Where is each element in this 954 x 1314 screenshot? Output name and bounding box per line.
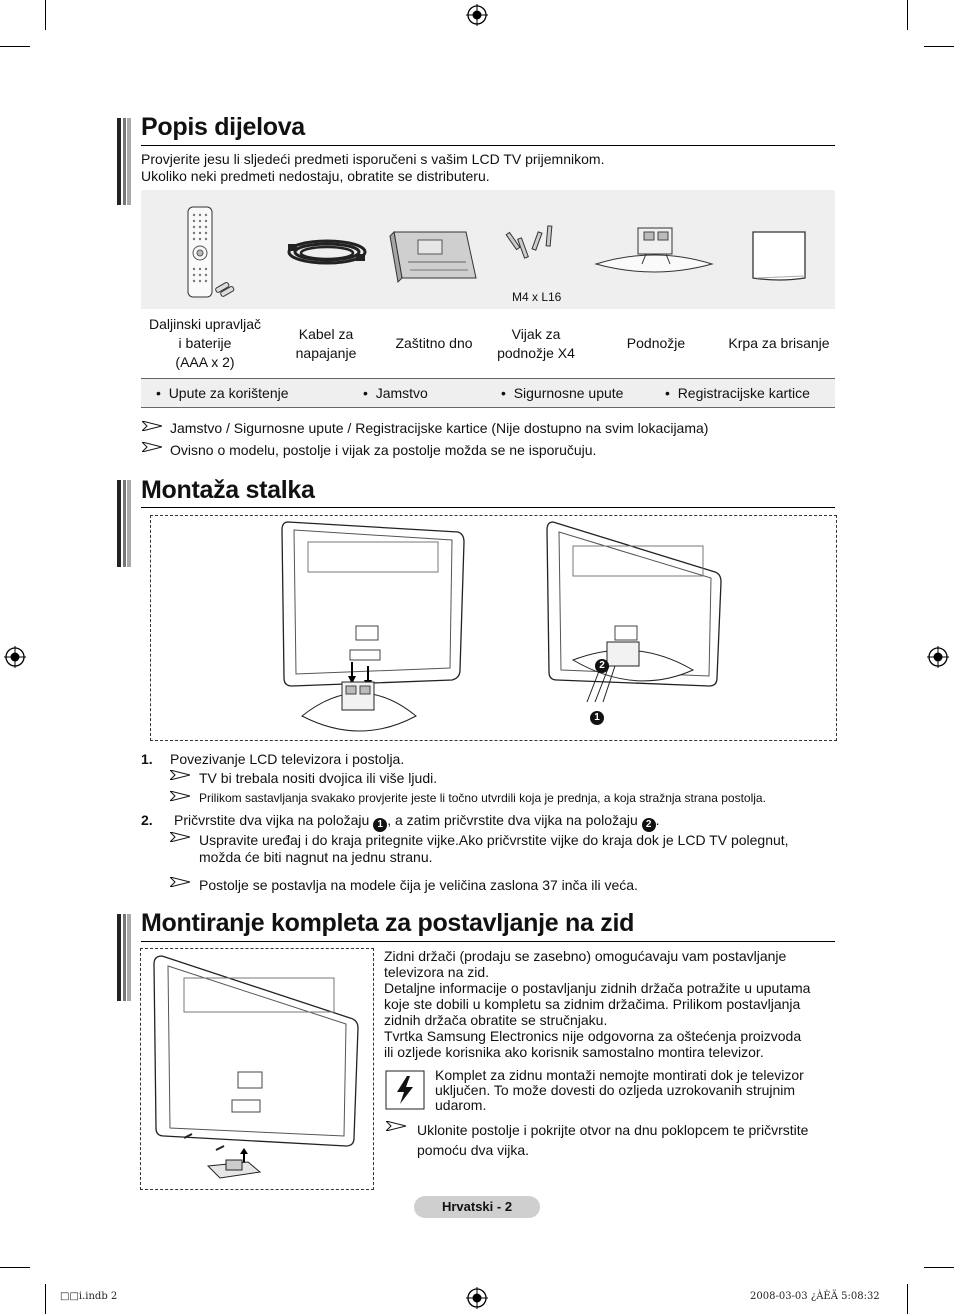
- crop-mark: [0, 1267, 30, 1268]
- paragraph-line: Detaljne informacije o postavljanju zidnih držača potražite u uputama: [384, 980, 811, 996]
- note-text: Uspravite uređaj i do kraja pritegnite vijke.Ako pričvrstite vijke do kraja dok je LCD TV polegnut,: [199, 832, 789, 848]
- list-item-label: Upute za korištenje: [168, 385, 289, 401]
- list-item-label: Registracijske kartice: [677, 385, 810, 401]
- caption-line: Podnožje: [626, 335, 686, 351]
- warning-line: udarom.: [435, 1097, 487, 1113]
- part-caption: [141, 315, 269, 372]
- paragraph-line: Tvrtka Samsung Electronics nije odgovorna za oštećenja proizvoda: [384, 1028, 802, 1044]
- tv-back-wall-illustration: [148, 952, 368, 1182]
- cleaning-cloth-icon: [749, 228, 809, 284]
- title-underline: [141, 145, 835, 146]
- step-text-part: , a zatim pričvrstite dva vijka na položaju: [387, 812, 638, 828]
- list-item: • Jamstvo: [363, 385, 428, 401]
- step-text-part: Pričvrstite dva vijka na položaju: [174, 812, 370, 828]
- section-marker: [117, 914, 131, 1001]
- list-item-label: Sigurnosne upute: [513, 385, 624, 401]
- caption-line: Kabel za: [298, 326, 354, 342]
- part-caption: [485, 325, 587, 363]
- note-arrow-icon: [142, 442, 162, 452]
- intro-line: Ukoliko neki predmeti nedostaju, obratite se distributeru.: [141, 168, 490, 184]
- step-text: [174, 812, 660, 832]
- remote-control-icon: [185, 205, 240, 300]
- caption-line: Daljinski upravljač: [148, 316, 262, 332]
- warning-line: uključen. To može dovesti do ozljeda uzrokovanih strujnim: [435, 1082, 796, 1098]
- crop-mark: [924, 1267, 954, 1268]
- step-number: 2.: [141, 812, 153, 828]
- paragraph-line: televizora na zid.: [384, 964, 490, 980]
- crop-mark: [907, 0, 908, 30]
- marker-label: 2: [642, 818, 656, 832]
- list-item-label: Jamstvo: [375, 385, 428, 401]
- paragraph-line: ili ozljede korisnika ako korisnik samostalno montira televizor.: [384, 1044, 764, 1060]
- note-arrow-icon: [170, 791, 190, 801]
- note-arrow-icon: [170, 832, 190, 842]
- registration-mark-icon: [927, 646, 949, 668]
- note-line: pomoću dva vijka.: [417, 1142, 530, 1158]
- parts-image-panel: [141, 190, 835, 309]
- note-line: Uklonite postolje i pokrijte otvor na dnu poklopcem te pričvrstite: [417, 1122, 809, 1138]
- section-title-stand: Montaža stalka: [141, 476, 315, 504]
- crop-mark: [924, 46, 954, 47]
- section-marker: [117, 118, 131, 205]
- crop-mark: [45, 0, 46, 30]
- caption-line: Vijak za: [511, 326, 561, 342]
- registration-mark-icon: [466, 1287, 488, 1309]
- position-marker-1: [590, 705, 604, 725]
- caption-line: Zaštitno dno: [395, 335, 473, 351]
- title-underline: [141, 941, 835, 942]
- screws-icon: [505, 222, 560, 267]
- marker-label: 1: [373, 818, 387, 832]
- protective-base-icon: [388, 226, 480, 284]
- list-item: • Sigurnosne upute: [501, 385, 624, 401]
- file-info: □□i.indb 2: [60, 1291, 118, 1302]
- stand-base-icon: [592, 224, 716, 276]
- print-timestamp: 2008-03-03 ¿ÀÈÄ 5:08:32: [750, 1291, 880, 1302]
- screw-size-label: M4 x L16: [512, 290, 562, 304]
- note-arrow-icon: [170, 877, 190, 887]
- intro-line: Provjerite jesu li sljedeći predmeti isporučeni s vašim LCD TV prijemnikom.: [141, 151, 605, 167]
- section-title-wall-mount: Montiranje kompleta za postavljanje na zid: [141, 909, 635, 937]
- note-arrow-icon: [386, 1121, 406, 1131]
- paragraph-line: koje ste dobili u kompletu sa zidnim držačima. Prilikom postavljanja: [384, 996, 801, 1012]
- tv-back-illustration: [280, 520, 470, 735]
- crop-mark: [45, 1284, 46, 1314]
- note-text: Prilikom sastavljanja svakako provjerite jeste li točno utvrdili koja je prednja, a koja stražnja strana postolja.: [199, 791, 766, 805]
- tv-back-illustration: [545, 520, 725, 720]
- position-marker-2: [595, 653, 609, 673]
- section-marker: [117, 480, 131, 567]
- note-text: možda će biti nagnut na jednu stranu.: [199, 849, 433, 865]
- part-caption: [722, 334, 836, 353]
- part-caption: [277, 325, 375, 363]
- page-number-label: Hrvatski - 2: [414, 1196, 540, 1218]
- paragraph-line: zidnih držača obratite se stručnjaku.: [384, 1012, 608, 1028]
- note-arrow-icon: [170, 770, 190, 780]
- registration-mark-icon: [466, 4, 488, 26]
- section-title-parts: Popis dijelova: [141, 113, 305, 141]
- marker-label: 2: [595, 659, 609, 673]
- power-cable-icon: [282, 232, 372, 272]
- part-caption: [385, 334, 483, 353]
- documents-list: [141, 378, 835, 408]
- step-number: 1.: [141, 751, 153, 767]
- registration-mark-icon: [4, 646, 26, 668]
- paragraph-line: Zidni držači (prodaju se zasebno) omogućavaju vam postavljanje: [384, 948, 787, 964]
- list-item: • Upute za korištenje: [156, 385, 289, 401]
- caption-line: (AAA x 2): [175, 354, 235, 370]
- note-text: TV bi trebala nositi dvojica ili više ljudi.: [199, 770, 438, 786]
- note-text: Ovisno o modelu, postolje i vijak za postolje možda se ne isporučuju.: [170, 442, 597, 458]
- step-text-part: .: [655, 812, 660, 828]
- note-text: Postolje se postavlja na modele čija je veličina zaslona 37 inča ili veća.: [199, 877, 638, 893]
- stand-illustration-frame: [150, 515, 837, 741]
- list-item: • Registracijske kartice: [665, 385, 810, 401]
- title-underline: [141, 507, 835, 508]
- warning-text: [435, 1068, 835, 1113]
- caption-line: napajanje: [295, 345, 357, 361]
- crop-mark: [0, 46, 30, 47]
- crop-mark: [907, 1284, 908, 1314]
- caption-line: Krpa za brisanje: [728, 335, 830, 351]
- note-arrow-icon: [142, 421, 162, 431]
- caption-line: i baterije: [178, 335, 232, 351]
- part-caption: [607, 334, 705, 353]
- electric-shock-warning-icon: [385, 1070, 425, 1110]
- step-text: Povezivanje LCD televizora i postolja.: [170, 751, 405, 767]
- note-text: [417, 1120, 837, 1160]
- wall-mount-paragraph: [384, 948, 836, 1060]
- caption-line: podnožje X4: [497, 345, 575, 361]
- warning-line: Komplet za zidnu montaži nemojte montirati dok je televizor: [435, 1067, 804, 1083]
- note-text: Jamstvo / Sigurnosne upute / Registracijske kartice (Nije dostupno na svim lokacijama): [170, 420, 709, 436]
- marker-label: 1: [590, 711, 604, 725]
